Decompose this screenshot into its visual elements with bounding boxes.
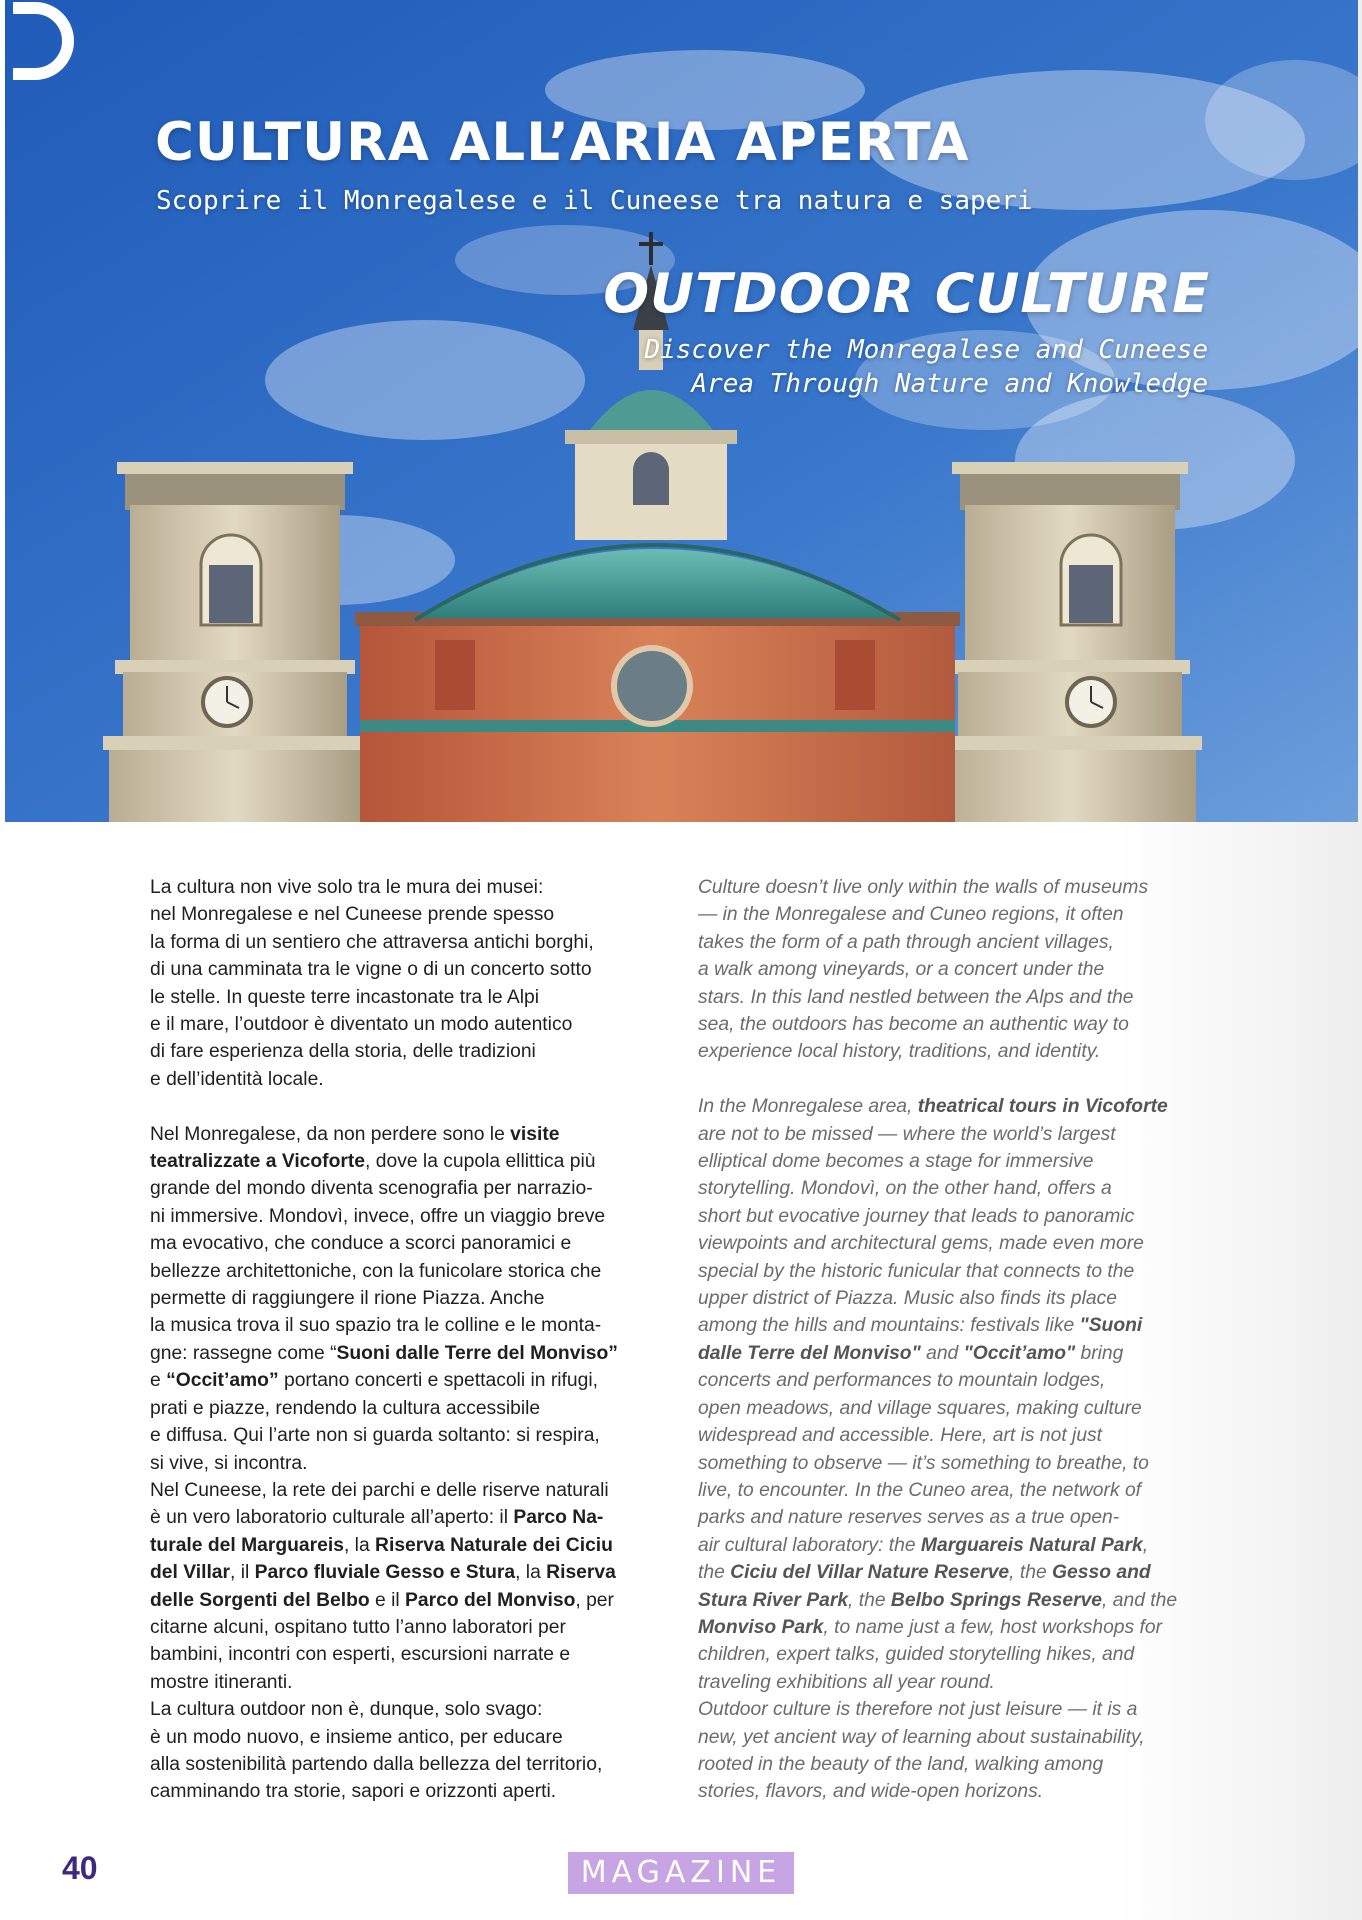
- italian-paragraph-3: Nel Cuneese, la rete dei parchi e delle riserve naturali è un vero laboratorio culturale all’aperto: il Parco Na- turale del Marguareis, la Riserva Naturale dei Ciciu del Villar, il Parco fluviale Gesso e Stura, la Riserva delle Sorgenti del Belbo e il Parco del Monviso, per citarne alcuni, ospitano tutto l’anno laboratori per bambini, incontri con esperti, escursioni narrate e mostre itineranti.: [150, 1479, 616, 1693]
- italian-column: [150, 874, 675, 1806]
- english-column: [698, 874, 1218, 1806]
- magazine-brand: MAGAZINE: [568, 1852, 794, 1894]
- english-paragraph-1: Culture doesn’t live only within the walls of museums — in the Monregalese and Cuneo regions, it often takes the form of a path through ancient villages, a walk among vineyards, or a concert under the stars. In this land nestled between the Alps and the sea, the outdoors has become an authentic way to experience local history, traditions, and identity.: [698, 877, 1149, 1063]
- english-title: OUTDOOR CULTURE: [603, 262, 1210, 325]
- italian-paragraph-1: La cultura non vive solo tra le mura dei musei: nel Monregalese e nel Cuneese prende spesso la forma di un sentiero che attraversa antichi borghi, di una camminata tra le vigne o di un concerto sotto le stelle. In queste terre incastonate tra le Alpi e il mare, l’outdoor è diventato un modo autentico di fare esperienza della storia, delle tradizioni e dell’identità locale.: [150, 877, 594, 1090]
- italian-title: CULTURA ALL’ARIA APERTA: [155, 112, 970, 173]
- english-paragraph-2: In the Monregalese area, theatrical tours in Vicoforte are not to be missed — where the world’s largest elliptical dome becomes a stage for immersive storytelling. Mondovì, on the other hand, offers a short but evocative journey that leads to panoramic viewpoints and architectural gems, made even more special by the historic funicular that connects to the upper district of Piazza. Music also finds its place among the hills and mountains: festivals like "Suoni dalle Terre del Monviso" and "Occit’amo" bring concerts and performances to mountain lodges, open meadows, and village squares, making culture widespread and accessible. Here, art is not just something to observe — it’s something to breathe, to live, to encounter. In the Cuneo area, the network of parks and nature reserves serves as a true open- air cultural laboratory: the Marguareis Natural Park, the Ciciu del Villar Nature Reserve, the Gesso and Stura River Park, the Belbo Springs Reserve, and the Monviso Park, to name just a few, host workshops for children, expert talks, guided storytelling hikes, and traveling exhibitions all year round. Outdoor culture is therefore not just leisure — it is a new, yet ancient way of learning about sustainability, rooted in the beauty of the land, walking among stories, flavors, and wide-open horizons.: [698, 1096, 1178, 1803]
- brand-logo-icon: [5, 0, 77, 82]
- italian-paragraph-2: Nel Monregalese, da non perdere sono le visite teatralizzate a Vicoforte, dove la cupola ellittica più grande del mondo diventa scenografia per narrazio- ni immersive. Mondovì, invece, offre un viaggio breve ma evocativo, che conduce a scorci panoramici e bellezze architettoniche, con la funicolare storica che permette di raggiungere il rione Piazza. Anche la musica trova il suo spazio tra le colline e le monta- gne: rassegne come “Suoni dalle Terre del Monviso” e “Occit’amo” portano concerti e spettacoli in rifugi, prati e piazze, rendendo la cultura accessibile e diffusa. Qui l’arte non si guarda soltanto: si respira, si vive, si incontra.: [150, 1123, 618, 1474]
- italian-paragraph-4: La cultura outdoor non è, dunque, solo svago: è un modo nuovo, e insieme antico, per educare alla sostenibilità partendo dalla bellezza del territorio, camminando tra storie, sapori e orizzonti aperti.: [150, 1699, 603, 1803]
- page-number: 40: [62, 1850, 98, 1886]
- english-subtitle: Discover the Monregalese and Cuneese Area Through Nature and Knowledge: [644, 335, 1208, 399]
- right-bell-tower: [938, 462, 1202, 822]
- hero-photo: [5, 0, 1358, 822]
- left-bell-tower: [103, 462, 367, 822]
- italian-subtitle: Scoprire il Monregalese e il Cuneese tra natura e saperi: [156, 186, 1033, 216]
